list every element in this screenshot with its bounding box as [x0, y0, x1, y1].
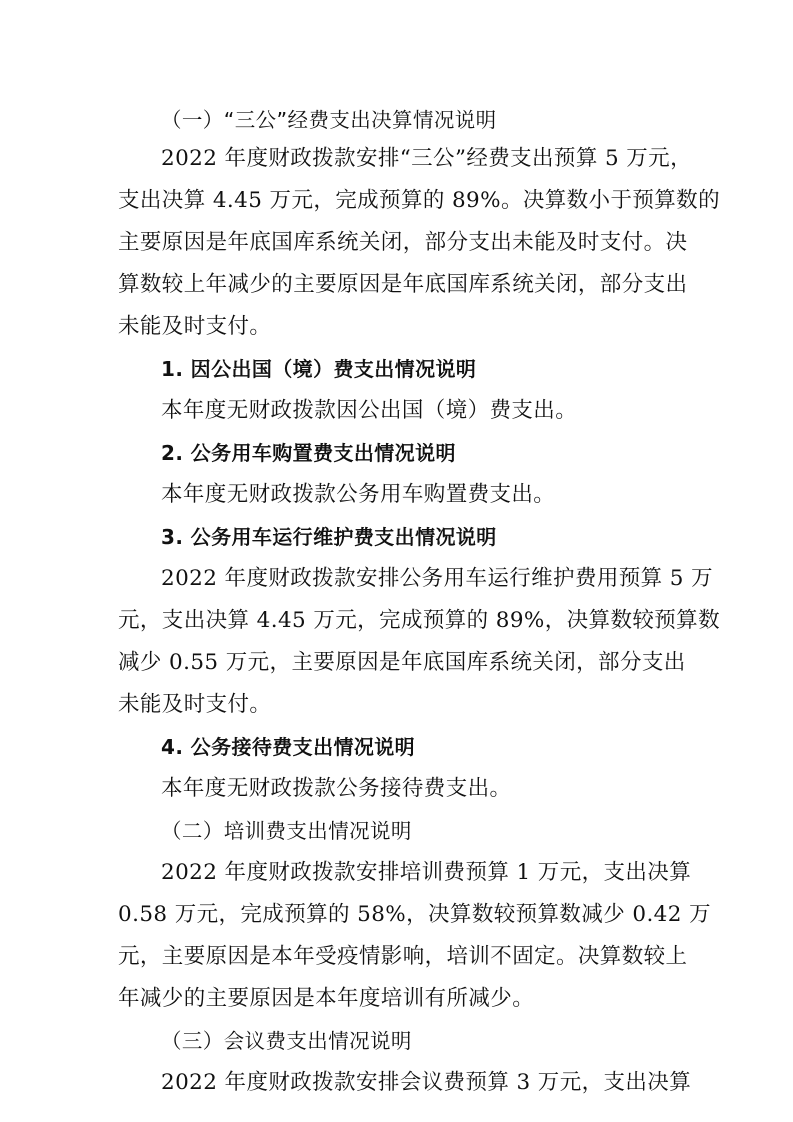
paragraph-line: 本年度无财政拨款公务用车购置费支出。 — [161, 482, 556, 507]
paragraph-line: 主要原因是年底国库系统关闭，部分支出未能及时支付。决 — [118, 230, 688, 255]
paragraph-line: 2022 年度财政拨款安排会议费预算 3 万元，支出决算 — [161, 1070, 692, 1095]
document-body — [118, 103, 720, 1100]
subsection-heading-vehicle-operation: 3. 公务用车运行维护费支出情况说明 — [161, 525, 497, 549]
paragraph-line: 未能及时支付。 — [118, 692, 272, 717]
paragraph-line: 本年度无财政拨款因公出国（境）费支出。 — [161, 398, 578, 423]
paragraph-line: 支出决算 4.45 万元，完成预算的 89%。决算数小于预算数的 — [118, 188, 720, 213]
section-heading-sanggong: （一）“三公”经费支出决算情况说明 — [161, 108, 497, 132]
paragraph-line: 未能及时支付。 — [118, 314, 272, 339]
paragraph-line: 2022 年度财政拨款安排“三公”经费支出预算 5 万元， — [161, 146, 692, 171]
section-heading-meeting: （三）会议费支出情况说明 — [161, 1029, 412, 1053]
paragraph-line: 年减少的主要原因是本年度培训有所减少。 — [118, 986, 535, 1011]
paragraph-line: 本年度无财政拨款公务接待费支出。 — [161, 776, 512, 801]
paragraph-line: 2022 年度财政拨款安排公务用车运行维护费用预算 5 万 — [161, 566, 713, 591]
subsection-heading-vehicle-purchase: 2. 公务用车购置费支出情况说明 — [161, 441, 456, 465]
paragraph-line: 2022 年度财政拨款安排培训费预算 1 万元，支出决算 — [161, 860, 692, 885]
subsection-heading-reception: 4. 公务接待费支出情况说明 — [161, 735, 416, 759]
paragraph-line: 减少 0.55 万元，主要原因是年底国库系统关闭，部分支出 — [118, 650, 686, 675]
paragraph-line: 元，支出决算 4.45 万元，完成预算的 89%，决算数较预算数 — [118, 608, 720, 633]
paragraph-line: 0.58 万元，完成预算的 58%，决算数较预算数减少 0.42 万 — [118, 902, 711, 927]
paragraph-line: 算数较上年减少的主要原因是年底国库系统关闭，部分支出 — [118, 272, 688, 297]
section-heading-training: （二）培训费支出情况说明 — [161, 819, 412, 843]
subsection-heading-overseas: 1. 因公出国（境）费支出情况说明 — [161, 357, 477, 381]
paragraph-line: 元，主要原因是本年受疫情影响，培训不固定。决算数较上 — [118, 944, 688, 969]
